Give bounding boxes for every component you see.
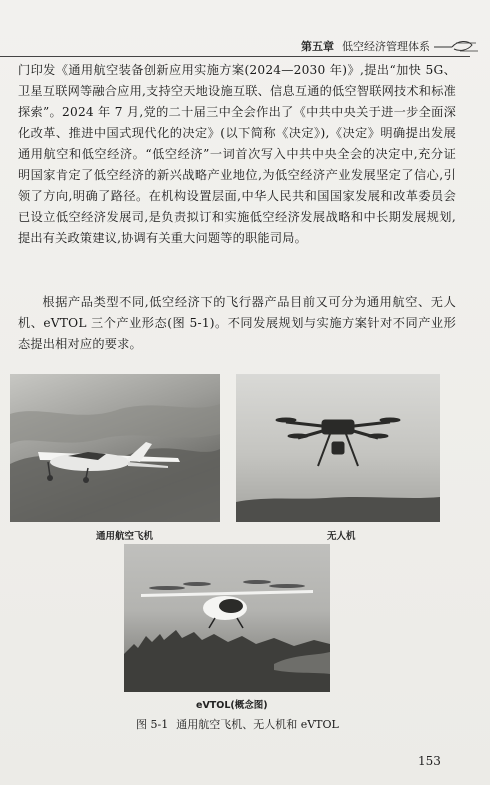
page-number: 153 xyxy=(418,754,441,768)
header-ornament-icon xyxy=(432,36,480,58)
general-aviation-aircraft-photo xyxy=(10,374,220,522)
body-paragraph-1: 门印发《通用航空装备创新应用实施方案(2024—2030 年)》,提出“加快 5G、卫星互联网等融合应用,支持空天地设施互联、信息互通的低空智联网技术和标准探索”。2024 年 7 月,党的二十届三中全会作出了《中共中央关于进一步全面深化改革、推进中国式现代化的决定》(以下简称《决定》),《决定》明确提出发展通用航空和低空经济。“低空经济”一词首次写入中共中央全会的决定中,充分证明国家肯定了低空经济的新兴战略产业地位,为低空经济产业发展坚定了信心,引领了方向,明确了路径。在机构设置层面,中华人民共和国国家发展和改革委员会已设立低空经济发展司,是负责拟订和实施低空经济发展战略和中长期发展规划,提出有关政策建议,协调有关重大问题等的职能司局。 xyxy=(18,63,456,245)
chapter-label: 第五章 xyxy=(301,40,334,53)
body-paragraph-2: 根据产品类型不同,低空经济下的飞行器产品目前又可分为通用航空、无人机、eVTOL 三个产业形态(图 5-1)。不同发展规划与实施方案针对不同产业形态提出相对应的要求。 xyxy=(18,295,456,351)
figure-caption xyxy=(136,716,339,732)
figure-number: 图 5-1 xyxy=(136,718,169,731)
figure-caption-text: 通用航空飞机、无人机和 eVTOL xyxy=(176,718,339,731)
caption-evtol: eVTOL(概念图) xyxy=(196,700,268,711)
header-rule xyxy=(0,56,470,57)
caption-drone: 无人机 xyxy=(327,531,356,542)
evtol-concept-photo xyxy=(124,544,330,692)
chapter-title: 低空经济管理体系 xyxy=(342,40,430,53)
caption-general-aviation: 通用航空飞机 xyxy=(96,531,154,542)
drone-photo xyxy=(236,374,440,522)
running-header xyxy=(301,38,430,54)
